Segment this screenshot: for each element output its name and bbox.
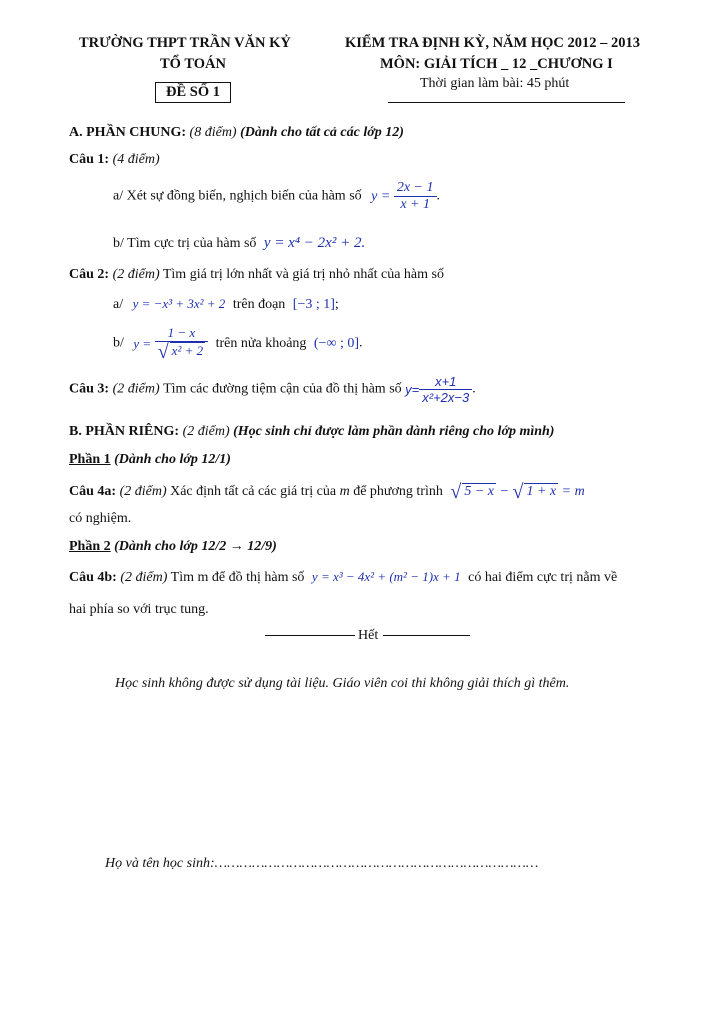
part-b-heading: B. PHẦN RIÊNG: (2 điểm) (Học sinh chỉ được làm phần dành riêng cho lớp mình) <box>69 424 555 439</box>
footer-note: Học sinh không được sử dụng tài liệu. Giáo viên coi thi không giải thích gì thêm. <box>115 676 570 691</box>
header-divider <box>388 102 625 103</box>
school-name: TRƯỜNG THPT TRẦN VĂN KỶ <box>79 35 291 51</box>
part-2-heading: Phần 2 (Dành cho lớp 12/2 → 12/9) <box>69 539 277 554</box>
question-4b-line2: hai phía so với trục tung. <box>69 602 209 617</box>
question-4a: Câu 4a: (2 điểm) Xác định tất cả các giá trị của m để phương trình √ 5 − x − √ 1 + x = m <box>69 481 585 503</box>
question-4b: Câu 4b: (2 điểm) Tìm m để đồ thị hàm số y = x³ − 4x² + (m² − 1)x + 1 có hai điểm cực trị nằm về <box>69 569 618 585</box>
question-1a: a/ Xét sự đồng biến, nghịch biến của hàm số y = $\frac{2x - 1}{x + 1}$ . <box>113 180 440 212</box>
end-rule-left <box>265 635 355 636</box>
question-2b: b/ y = $\frac{1 - x}{\text{√ x² + 2}}$ trên nửa khoảng (−∞ ; 0]. <box>113 325 363 363</box>
question-1-heading: Câu 1: (4 điểm) <box>69 152 160 167</box>
time-limit: Thời gian làm bài: 45 phút <box>420 76 570 91</box>
part-a-heading: A. PHẦN CHUNG: (8 điểm) (Dành cho tất cả các lớp 12) <box>69 125 404 140</box>
question-1b: b/ Tìm cực trị của hàm số y = x⁴ − 2x² + 2. <box>113 235 366 251</box>
question-2a: a/ y = −x³ + 3x² + 2 trên đoạn [−3 ; 1]; <box>113 296 339 312</box>
end-mark: Hết <box>358 628 379 643</box>
student-name-line: Họ và tên học sinh:…………………………………………………………………… <box>105 856 539 871</box>
subject-line: MÔN: GIẢI TÍCH _ 12 _CHƯƠNG I <box>380 56 613 72</box>
part-1-heading: Phần 1 (Dành cho lớp 12/1) <box>69 452 231 467</box>
end-rule-right <box>383 635 470 636</box>
question-3: Câu 3: (2 điểm) Tìm các đường tiệm cận của đồ thị hàm số y= $\frac{x+1}{\text{x²+2x−3}}$ . <box>69 374 476 405</box>
department-name: TỔ TOÁN <box>160 56 226 72</box>
exam-code: ĐỀ SỐ 1 <box>155 82 231 103</box>
question-2-heading: Câu 2: (2 điểm) Tìm giá trị lớn nhất và giá trị nhỏ nhất của hàm số <box>69 267 444 282</box>
question-4a-line2: có nghiệm. <box>69 511 132 526</box>
exam-title: KIỂM TRA ĐỊNH KỲ, NĂM HỌC 2012 – 2013 <box>345 35 640 51</box>
